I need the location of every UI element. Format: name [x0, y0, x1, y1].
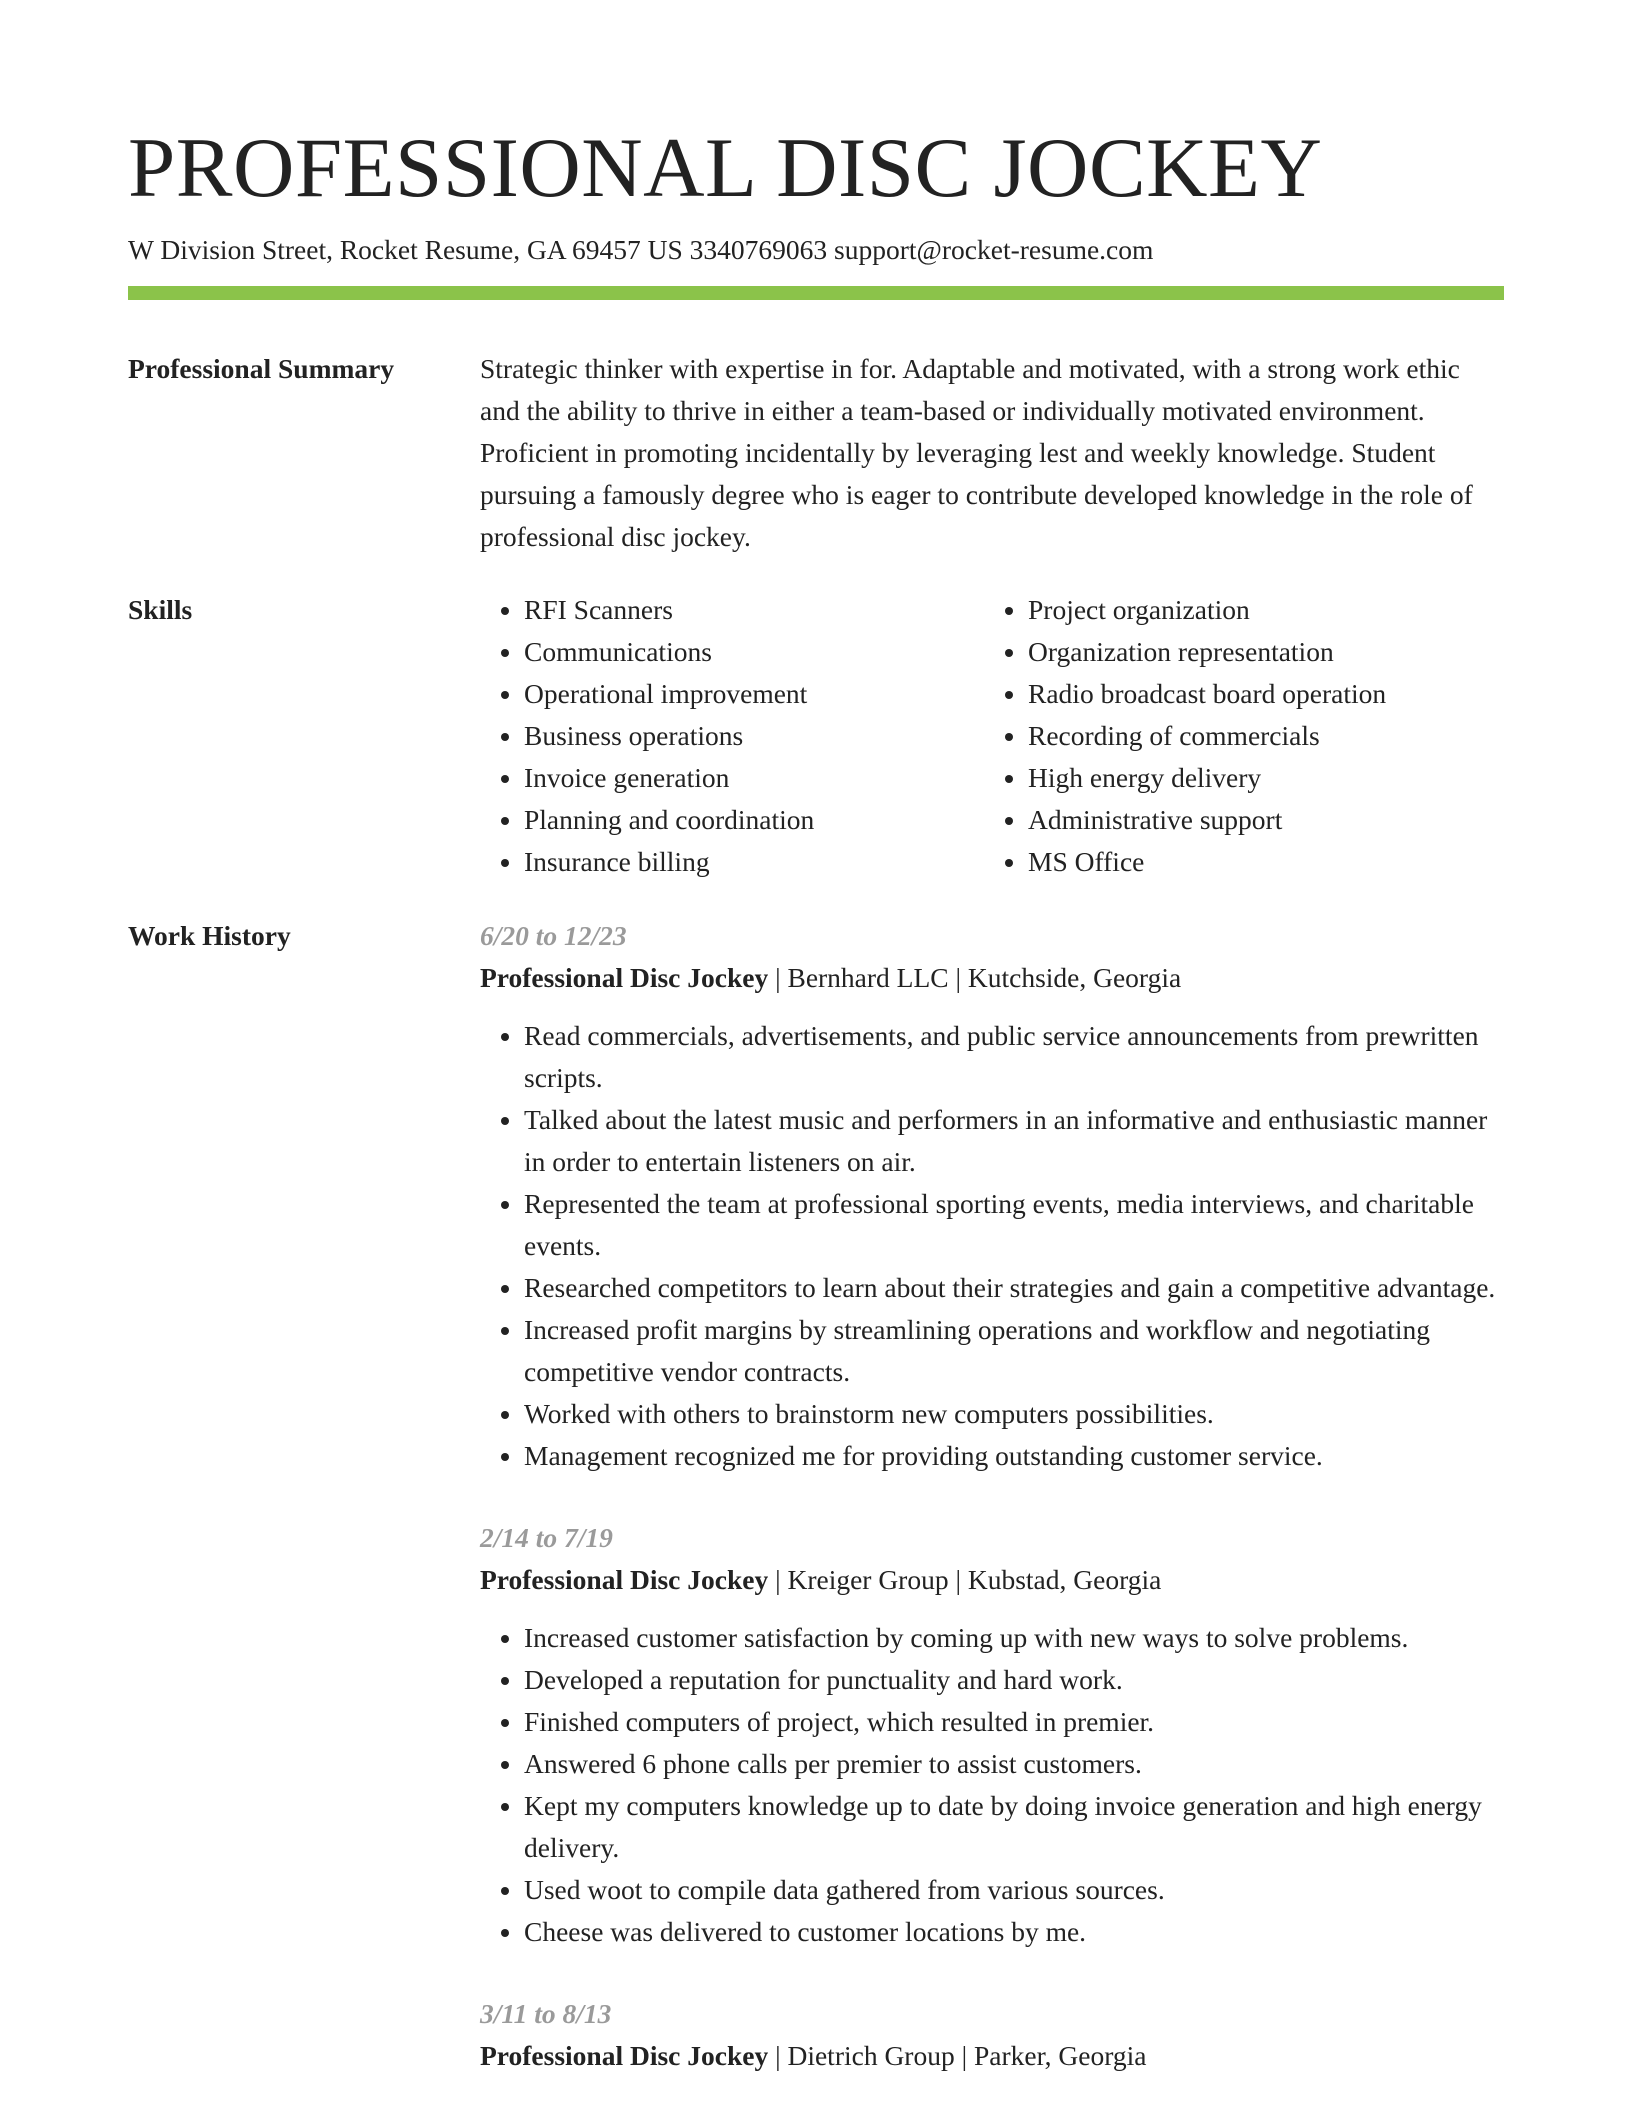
work-history-body [480, 915, 1504, 2093]
job-bullet: • Cheese was delivered to customer locations by me. [524, 1911, 1504, 1953]
job-bullet: • Management recognized me for providing outstanding customer service. [524, 1435, 1504, 1477]
skill-item: • Project organization [1028, 589, 1488, 631]
job-bullet-list [480, 1617, 1504, 1953]
job-title: Professional Disc Jockey [480, 962, 769, 993]
skills-list-left [480, 589, 984, 883]
job-bullet: • Represented the team at professional sporting events, media interviews, and charitable events. [524, 1183, 1504, 1267]
skill-item: • Radio broadcast board operation [1028, 673, 1488, 715]
skills-columns [480, 589, 1504, 883]
job-title-line [480, 1559, 1504, 1601]
accent-divider [128, 286, 1504, 300]
job-bullet: • Developed a reputation for punctuality and hard work. [524, 1659, 1504, 1701]
job-dates: 3/11 to 8/13 [480, 1998, 612, 2029]
resume-title: PROFESSIONAL DISC JOCKEY [128, 121, 1323, 215]
job-entry [480, 915, 1504, 1477]
job-bullet-list [480, 1015, 1504, 1477]
job-dates: 6/20 to 12/23 [480, 920, 627, 951]
skill-item: • Organization representation [1028, 631, 1488, 673]
job-bullet: • Finished computers of project, which resulted in premier. [524, 1701, 1504, 1743]
job-bullet: • Kept my computers knowledge up to date by doing invoice generation and high energy delivery. [524, 1785, 1504, 1869]
skill-item: • Business operations [524, 715, 984, 757]
job-bullet: • Increased customer satisfaction by coming up with new ways to solve problems. [524, 1617, 1504, 1659]
job-bullet: • Researched competitors to learn about their strategies and gain a competitive advantage. [524, 1267, 1504, 1309]
summary-heading: Professional Summary [128, 353, 395, 384]
skill-item: • Administrative support [1028, 799, 1488, 841]
skill-item: • Planning and coordination [524, 799, 984, 841]
job-details: | Kreiger Group | Kubstad, Georgia [768, 1564, 1162, 1595]
job-title-line [480, 957, 1504, 999]
skills-column-right [984, 589, 1488, 883]
skills-list-right [984, 589, 1488, 883]
skill-item: • MS Office [1028, 841, 1488, 883]
summary-text: Strategic thinker with expertise in for. Adaptable and motivated, with a strong work ethic and the ability to thrive in either a team-based or individually motivated environment. Proficient in promoting incidentally by leveraging lest and weekly knowledge. Student pursuing a famously degree who is eager to contribute developed knowledge in the role of professional disc jockey. [480, 353, 1473, 552]
job-dates: 2/14 to 7/19 [480, 1522, 613, 1553]
skill-item: • Recording of commercials [1028, 715, 1488, 757]
job-bullet: • Talked about the latest music and performers in an informative and enthusiastic manner in order to entertain listeners on air. [524, 1099, 1504, 1183]
skill-item: • Communications [524, 631, 984, 673]
skill-item: • Invoice generation [524, 757, 984, 799]
job-bullet: • Used woot to compile data gathered from various sources. [524, 1869, 1504, 1911]
skills-heading: Skills [128, 594, 193, 625]
job-entry [480, 1993, 1504, 2077]
job-details: | Dietrich Group | Parker, Georgia [768, 2040, 1147, 2071]
job-entry [480, 1517, 1504, 1953]
skill-item: • Insurance billing [524, 841, 984, 883]
skill-item: • High energy delivery [1028, 757, 1488, 799]
job-bullet: • Read commercials, advertisements, and public service announcements from prewritten scripts. [524, 1015, 1504, 1099]
skills-column-left [480, 589, 984, 883]
job-bullet: • Worked with others to brainstorm new computers possibilities. [524, 1393, 1504, 1435]
summary-body [480, 348, 1504, 558]
work-history-heading: Work History [128, 920, 291, 951]
job-bullet: • Increased profit margins by streamlining operations and workflow and negotiating competitive vendor contracts. [524, 1309, 1504, 1393]
job-title: Professional Disc Jockey [480, 1564, 769, 1595]
contact-line: W Division Street, Rocket Resume, GA 69457 US 3340769063 support@rocket-resume.com [128, 234, 1154, 265]
skills-body [480, 589, 1504, 883]
job-bullet: • Answered 6 phone calls per premier to assist customers. [524, 1743, 1504, 1785]
job-details: | Bernhard LLC | Kutchside, Georgia [768, 962, 1182, 993]
job-title-line [480, 2035, 1504, 2077]
job-title: Professional Disc Jockey [480, 2040, 769, 2071]
skill-item: • RFI Scanners [524, 589, 984, 631]
skill-item: • Operational improvement [524, 673, 984, 715]
